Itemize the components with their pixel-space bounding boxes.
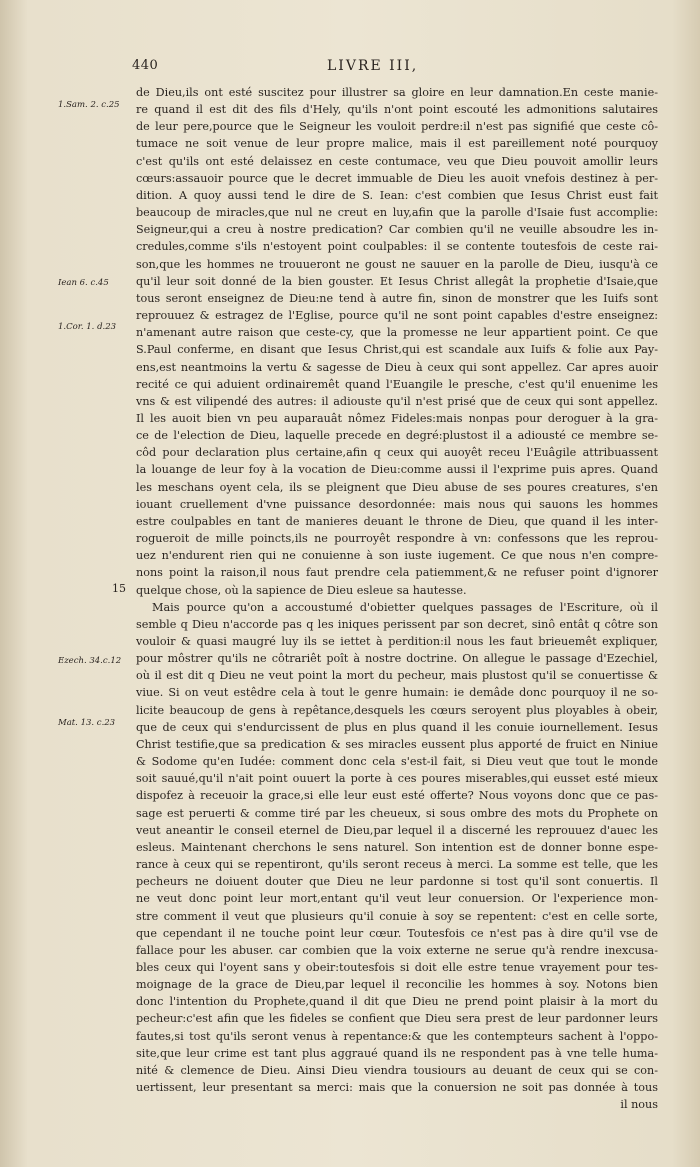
margin-note: Ezech. 34.c.12 (58, 656, 122, 666)
text-line: & Sodome qu'en Iudée: comment donc cela s'est-il fait, si Dieu veut que tout le monde (136, 755, 658, 769)
text-line: n'amenant autre raison que ceste-cy, que la promesse ne leur appartient point. Ce que (136, 326, 658, 340)
text-line: ce de l'election de Dieu, laquelle precede en degré:plustost il a adiousté ce membre se- (136, 429, 658, 443)
text-line: recité ce qui aduient ordinairemêt quand l'Euangile le presche, c'est qu'il enuenime les (136, 377, 658, 391)
text-line: moignage de la grace de Dieu,par lequel il reconcilie les hommes à soy. Notons bien (136, 978, 658, 992)
text-line: pecheur:c'est afin que les fideles se confient que Dieu sera prest de leur pardonner leurs (136, 1012, 658, 1026)
text-line: soit sauué,qu'il n'ait point ouuert la porte à ces poures miserables,qui eusset esté mieux (136, 772, 658, 786)
margin-note: 1.Sam. 2. c.25 (58, 100, 120, 110)
text-line: rance à ceux qui se repentiront, qu'ils seront receus à merci. La somme est telle, que les (136, 858, 658, 872)
page-number: 440 (132, 58, 159, 73)
text-line: donc l'intention du Prophete,quand il dit que Dieu ne prend point plaisir à la mort du (136, 995, 658, 1009)
text-line: uez n'endurent rien qui ne conuienne à son iuste iugement. Ce que nous n'en compre- (136, 549, 658, 563)
text-line: fallace pour les abuser. car combien que la voix externe ne serue qu'à rendre inexcusa- (136, 943, 658, 957)
text-line: credules,comme s'ils n'estoyent point coulpables: il se contente toutesfois de ceste rai- (136, 240, 658, 254)
margin-note: 1.Cor. 1. d.23 (58, 322, 117, 332)
text-line: veut aneantir le conseil eternel de Dieu,par lequel il a discerné les reprouuez d'auec les (136, 823, 658, 837)
text-line: il nous (620, 1098, 658, 1112)
text-line: bles ceux qui l'oyent sans y obeir:toutesfois si doit elle estre tenue vrayement pour tes- (136, 960, 658, 974)
text-line: pecheurs ne doiuent douter que Dieu ne leur pardonne si tost qu'il sont conuertis. Il (136, 875, 658, 889)
text-line: son,que les hommes ne trouueront ne goust ne sauuer en la parolle de Dieu, iusqu'à ce (136, 257, 658, 271)
text-line: de leur pere,pource que le Seigneur les vouloit perdre:il n'est pas signifié que ceste cô- (136, 120, 658, 134)
text-line: site,que leur crime est tant plus aggraué quand ils ne respondent pas à vne telle huma- (136, 1046, 658, 1060)
body-text (136, 84, 658, 1113)
text-line: tumace ne soit venue de leur propre malice, mais il est pareillement noté pourquoy (136, 137, 658, 151)
text-line: c'est qu'ils ont esté delaissez en ceste contumace, veu que Dieu pouvoit amollir leurs (136, 154, 658, 168)
text-line: pour môstrer qu'ils ne côtrariêt poît à nostre doctrine. On allegue le passage d'Ezechiel, (136, 652, 658, 666)
text-line: quelque chose, où la sapience de Dieu esleue sa hautesse. (136, 583, 467, 597)
text-line: rogueroit de mille poincts,ils ne pourroyêt respondre à vn: confessons que les reprou- (136, 532, 658, 546)
text-line: sage est peruerti & comme tiré par les cheueux, si sous ombre des mots du Prophete on (136, 806, 658, 820)
text-line: les meschans oyent cela, ils se pleignent que Dieu abuse de ses poures creatures, s'en (136, 480, 658, 494)
page-header (132, 58, 652, 78)
text-line: re quand il est dit des fils d'Hely, qu'ils n'ont point escouté les admonitions salutaires (136, 103, 658, 117)
text-line: dispofez à receuoir la grace,si elle leur eust esté offerte? Nous voyons donc que ce pas- (136, 789, 658, 803)
text-line: que de ceux qui s'endurcissent de plus en plus quand il les conuie iournellement. Iesus (136, 720, 658, 734)
text-line: ens,est neantmoins la vertu & sagesse de Dieu à ceux qui sont appellez. Car apres auoir (136, 360, 658, 374)
margin-notes (0, 0, 130, 1167)
text-line: où il est dit q Dieu ne veut point la mort du pecheur, mais plustost qu'il se conuertisse & (136, 669, 658, 683)
text-line: vouloir & quasi maugré luy ils se iettet à perdition:il nous les faut brieuemêt expliquer, (136, 635, 658, 648)
text-line: licite beaucoup de gens à repêtance,desquels les cœurs seroyent plus ployables à obeir, (136, 703, 658, 717)
text-line: tous seront enseignez de Dieu:ne tend à autre fin, sinon de monstrer que les Iuifs sont (136, 291, 658, 305)
text-line: stre comment il veut que plusieurs qu'il conuie à soy se repentent: c'est en celle sorte, (136, 909, 658, 923)
text-line: que cependant il ne touche point leur cœur. Toutesfois ce n'est pas à dire qu'il vse de (136, 926, 658, 940)
text-line: qu'il leur soit donné de la bien gouster. Et Iesus Christ allegât la prophetie d'Isaie,que (136, 274, 658, 288)
text-line: vns & est vilipendé des autres: il adiouste qu'il n'est prisé que de ceux qui sont appellez. (136, 394, 658, 408)
text-line: nons point la raison,il nous faut prendre cela patiemment,& ne refuser point d'ignorer (136, 566, 658, 580)
text-line: ne veut donc point leur mort,entant qu'il veut leur conuersion. Or l'experience mon- (136, 892, 658, 906)
text-line: estre coulpables en tant de manieres deuant le throne de Dieu, que quand il les inter- (136, 514, 658, 528)
text-line: semble q Dieu n'accorde pas q les iniques perissent par son decret, sinô entât q côtre son (136, 617, 658, 631)
text-line: reprouuez & estragez de l'Eglise, pource qu'il ne sont point capables d'estre enseignez: (136, 309, 658, 323)
text-line: dition. A quoy aussi tend le dire de S. Iean: c'est combien que Iesus Christ eust fait (136, 188, 658, 202)
text-line: beaucoup de miracles,que nul ne creut en luy,afin que la parolle d'Isaie fust accomplie: (136, 206, 658, 220)
text-line: nité & clemence de Dieu. Ainsi Dieu viendra tousiours au deuant de ceux qui se con- (136, 1063, 658, 1077)
text-line: cœurs:assauoir pource que le decret immuable de Dieu les auoit vnefois destinez à per- (136, 171, 658, 185)
text-line: iouant cruellement d'vne puissance desordonnée: mais nous qui sauons les hommes (136, 497, 658, 511)
line-number: 15 (112, 582, 126, 595)
text-line: esleus. Maintenant cherchons le sens naturel. Son intention est de donner bonne espe- (136, 840, 658, 854)
text-line: uertissent, leur presentant sa merci: mais que la conuersion ne soit pas donnée à tous (136, 1081, 658, 1095)
text-line: viue. Si on veut estêdre cela à tout le genre humain: ie demâde donc pourquoy il ne so- (136, 686, 658, 700)
text-line: fautes,si tost qu'ils seront venus à repentance:& que les contempteurs sachent à l'oppo- (136, 1029, 658, 1043)
text-line: Seigneur,qui a creu à nostre predication? Car combien qu'il ne veuille absoudre les in- (136, 223, 658, 237)
text-line: Christ testifie,que sa predication & ses miracles eussent plus apporté de fruict en Niniue (136, 737, 658, 751)
text-line: Mais pource qu'on a accoustumé d'obietter quelques passages de l'Escriture, où il (152, 600, 658, 614)
margin-note: Mat. 13. c.23 (58, 718, 116, 728)
text-line: côd pour declaration plus certaine,afin q ceux qui auoyêt receu l'Euâgile attribuassent (136, 446, 658, 460)
text-line: de Dieu,ils ont esté suscitez pour illustrer sa gloire en leur damnation.En ceste manie- (136, 86, 658, 99)
text-line: S.Paul conferme, en disant que Iesus Christ,qui est scandale aux Iuifs & folie aux Pay- (136, 343, 658, 357)
text-line: Il les auoit bien vn peu auparauât nômez Fideles:mais nonpas pour deroguer à la gra- (136, 411, 658, 425)
text-line: la louange de leur foy à la vocation de Dieu:comme aussi il l'exprime puis apres. Quand (136, 463, 658, 477)
margin-note: Iean 6. c.45 (58, 278, 109, 288)
running-head: LIVRE III, (327, 58, 419, 74)
